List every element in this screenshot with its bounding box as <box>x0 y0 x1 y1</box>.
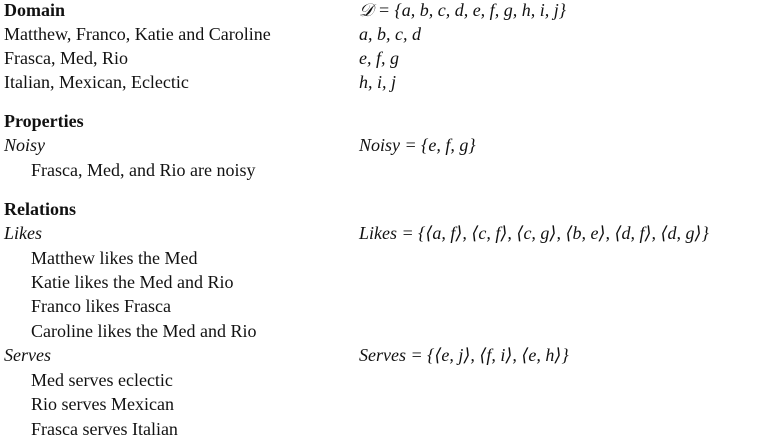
relation-description: Med serves eclectic <box>31 370 173 390</box>
domain-row-value: e, f, g <box>359 48 399 68</box>
relations-heading: Relations <box>4 199 76 219</box>
domain-row-label: Matthew, Franco, Katie and Caroline <box>4 24 271 44</box>
relation-description: Caroline likes the Med and Rio <box>31 321 257 341</box>
domain-row-value: h, i, j <box>359 72 397 92</box>
domain-row-label: Frasca, Med, Rio <box>4 48 128 68</box>
domain-row-value: a, b, c, d <box>359 24 421 44</box>
relation-description: Rio serves Mexican <box>31 394 174 414</box>
domain-heading: Domain <box>4 0 66 20</box>
property-formula-noisy: Noisy = {e, f, g} <box>359 135 476 155</box>
relation-description: Matthew likes the Med <box>31 248 198 268</box>
relation-description: Frasca serves Italian <box>31 419 178 439</box>
properties-heading: Properties <box>4 111 84 131</box>
property-name-noisy: Noisy <box>4 135 46 155</box>
relation-description: Franco likes Frasca <box>31 296 171 316</box>
relation-formula-serves: Serves = {⟨e, j⟩, ⟨f, i⟩, ⟨e, h⟩} <box>359 345 569 365</box>
relation-name-likes: Likes <box>4 223 42 243</box>
property-description: Frasca, Med, and Rio are noisy <box>31 160 256 180</box>
relation-description: Katie likes the Med and Rio <box>31 272 234 292</box>
relation-formula-likes: Likes = {⟨a, f⟩, ⟨c, f⟩, ⟨c, g⟩, ⟨b, e⟩, ⟨d, f⟩, ⟨d, g⟩} <box>359 223 709 243</box>
relation-name-serves: Serves <box>4 345 51 365</box>
domain-formula: 𝒟 = {a, b, c, d, e, f, g, h, i, j} <box>359 0 566 20</box>
domain-row-label: Italian, Mexican, Eclectic <box>4 72 189 92</box>
